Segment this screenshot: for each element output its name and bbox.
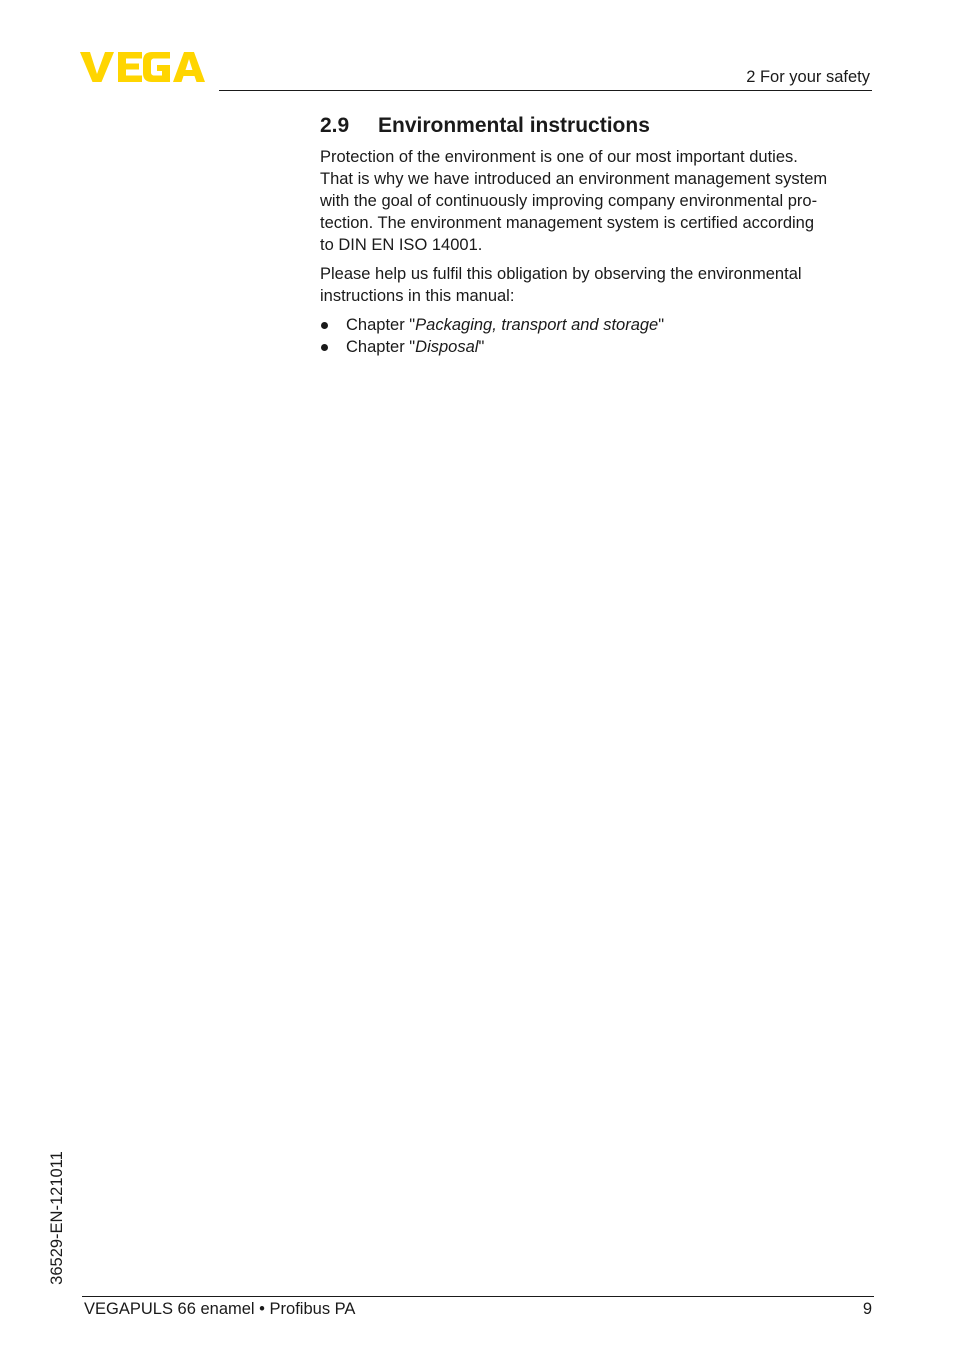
section-heading (320, 112, 880, 140)
footer-product-title: VEGAPULS 66 enamel • Profibus PA (84, 1300, 356, 1318)
section-number: 2.9 (320, 114, 350, 137)
paragraph-line: That is why we have introduced an environment management system (320, 170, 828, 188)
paragraph-line: Protection of the environment is one of our most important duties. (320, 148, 798, 166)
vega-logo (80, 50, 212, 84)
footer-divider (82, 1296, 874, 1297)
paragraph (320, 146, 880, 256)
bullet-item (320, 314, 880, 336)
header-section-title: 2 For your safety (746, 68, 870, 86)
bullet-suffix: " (478, 338, 485, 356)
page-number: 9 (862, 1300, 872, 1318)
paragraph-line: instructions in this manual: (320, 287, 515, 305)
header-divider (219, 90, 872, 91)
bullet-list (320, 314, 880, 358)
paragraph-line: Please help us fulfil this obligation by observing the environmental (320, 265, 802, 283)
paragraph (320, 263, 880, 307)
chapter-reference: Disposal (415, 338, 479, 356)
main-content (320, 112, 880, 358)
bullet-suffix: " (658, 316, 665, 334)
bullet-prefix: Chapter " (346, 316, 416, 334)
paragraph-line: with the goal of continuously improving company environmental pro- (320, 192, 818, 210)
bullet-dot-icon (321, 322, 328, 329)
paragraph-line: tection. The environment management system is certified according (320, 214, 815, 232)
paragraph-line: to DIN EN ISO 14001. (320, 236, 483, 254)
chapter-reference: Packaging, transport and storage (415, 316, 659, 334)
section-title: Environmental instructions (378, 114, 650, 137)
bullet-dot-icon (321, 344, 328, 351)
bullet-prefix: Chapter " (346, 338, 416, 356)
document-code: 36529-EN-121011 (48, 1151, 66, 1285)
bullet-item (320, 336, 880, 358)
